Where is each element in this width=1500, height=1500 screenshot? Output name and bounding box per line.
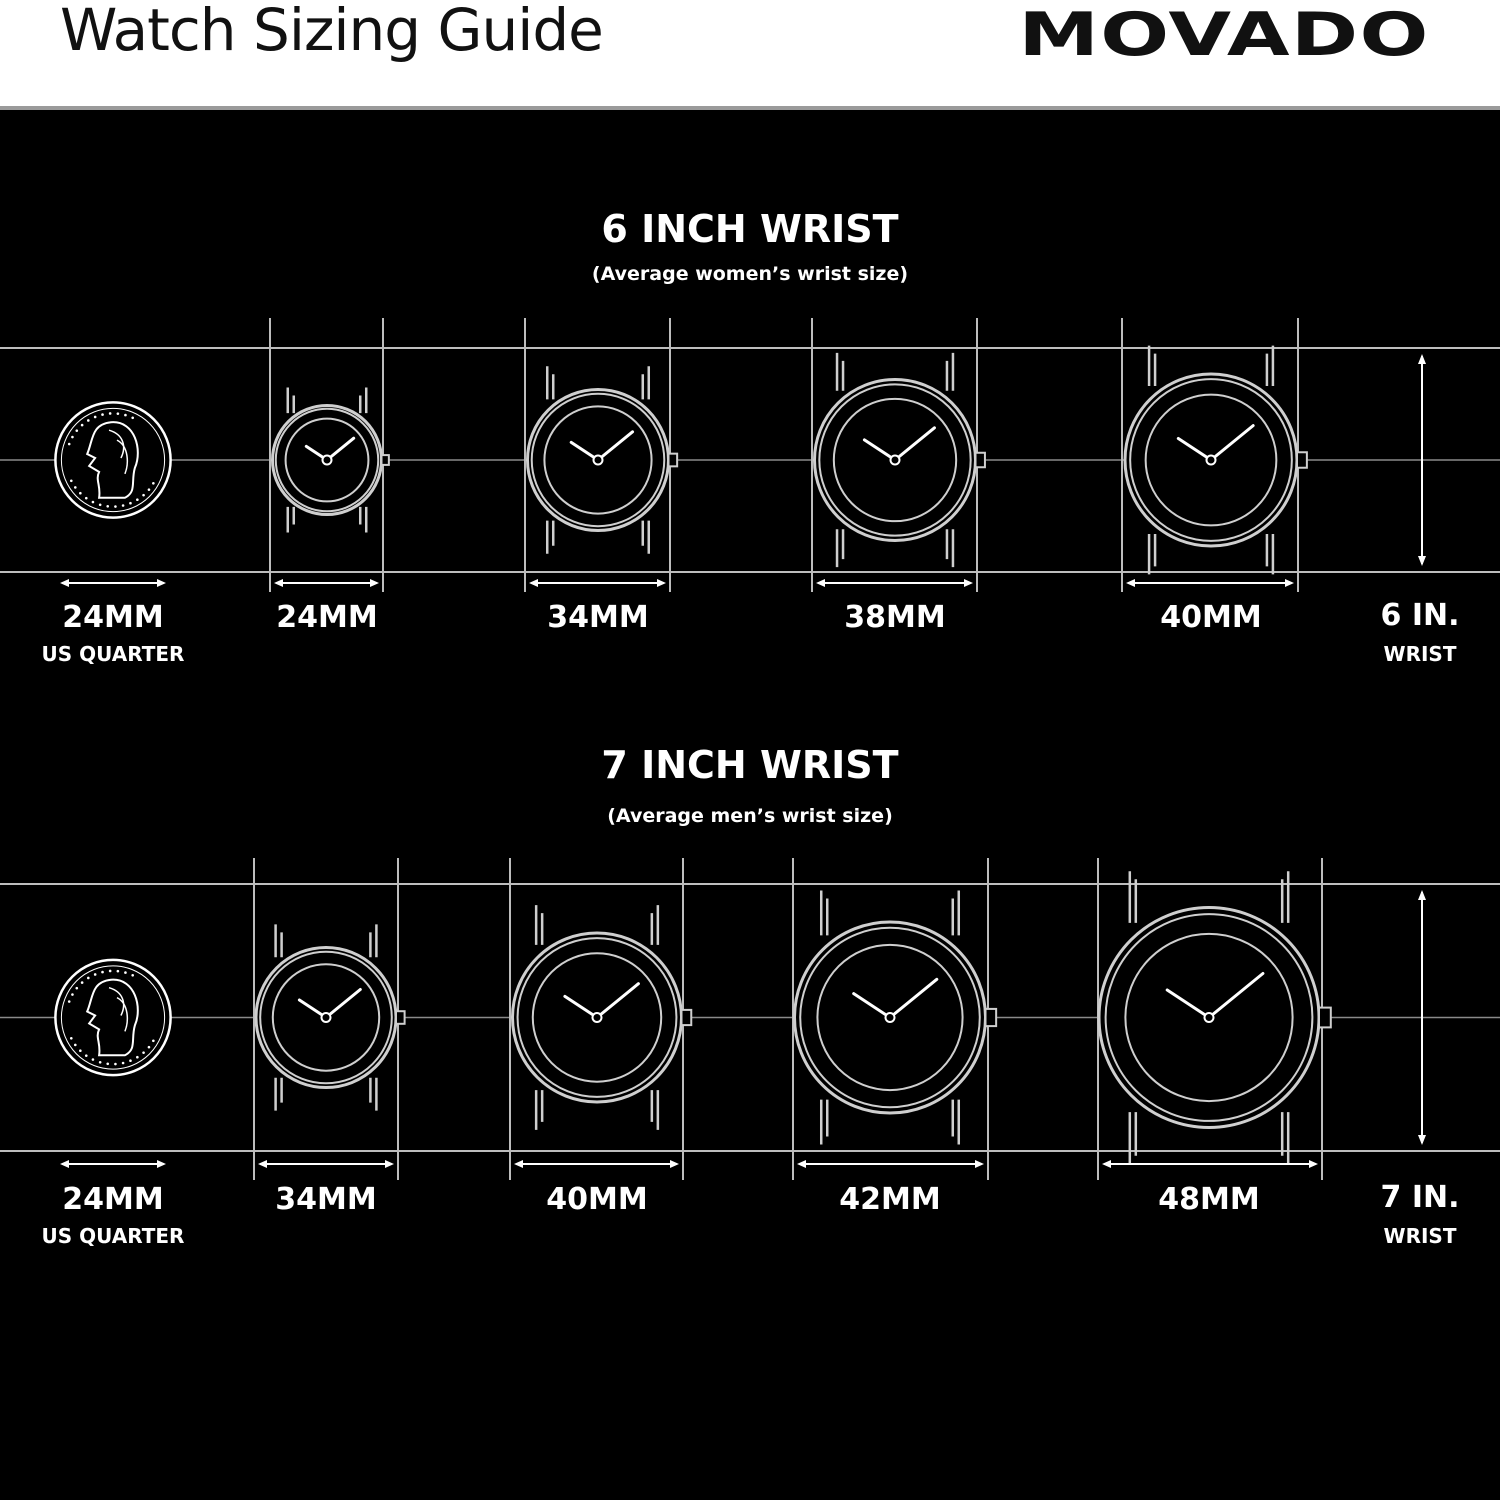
quarter-coin-icon — [55, 960, 170, 1075]
section-title: 6 INCH WRIST — [601, 207, 899, 251]
section-7-inch-wrist — [0, 743, 1500, 1248]
wrist-size-label: 7 IN. — [1380, 1180, 1460, 1215]
watch-size-label: 42MM — [839, 1182, 941, 1217]
watch-icon — [1125, 346, 1307, 575]
watch-icon — [795, 890, 997, 1144]
quarter-width-arrow — [60, 1160, 166, 1168]
watch-icon — [273, 388, 389, 533]
quarter-size-label: 24MM — [62, 600, 164, 635]
watch-width-arrow — [258, 1160, 394, 1168]
watch-size-label: 24MM — [276, 600, 378, 635]
quarter-coin-icon — [55, 402, 170, 517]
watch-size-label: 48MM — [1158, 1182, 1260, 1217]
section-subtitle: (Average women’s wrist size) — [591, 263, 909, 285]
watch-width-arrow — [1126, 579, 1294, 587]
watch-size-label: 40MM — [1160, 600, 1262, 635]
watch-size-label: 40MM — [546, 1182, 648, 1217]
watch-width-arrow — [514, 1160, 679, 1168]
section-subtitle: (Average men’s wrist size) — [607, 805, 893, 827]
brand-logo: MOVADO — [1018, 0, 1430, 70]
wrist-unit-label: WRIST — [1383, 642, 1457, 666]
watch-width-arrow — [797, 1160, 984, 1168]
watch-icon — [513, 905, 692, 1130]
wrist-unit-label: WRIST — [1383, 1224, 1457, 1248]
watch-icon — [528, 366, 678, 554]
watch-width-arrow — [816, 579, 973, 587]
page-title: Watch Sizing Guide — [60, 0, 603, 64]
section-title: 7 INCH WRIST — [601, 743, 899, 787]
wrist-size-label: 6 IN. — [1380, 598, 1460, 633]
watch-size-label: 34MM — [275, 1182, 377, 1217]
watch-size-label: 38MM — [844, 600, 946, 635]
watch-icon — [256, 924, 405, 1110]
quarter-width-arrow — [60, 579, 166, 587]
watch-size-label: 34MM — [547, 600, 649, 635]
watch-width-arrow — [274, 579, 379, 587]
quarter-size-label: 24MM — [62, 1182, 164, 1217]
watch-width-arrow — [529, 579, 666, 587]
quarter-name-label: US QUARTER — [41, 642, 185, 666]
watch-icon — [815, 353, 985, 567]
watch-icon — [1099, 871, 1331, 1164]
quarter-name-label: US QUARTER — [41, 1224, 185, 1248]
section-6-inch-wrist — [0, 207, 1500, 666]
watch-width-arrow — [1102, 1160, 1318, 1168]
